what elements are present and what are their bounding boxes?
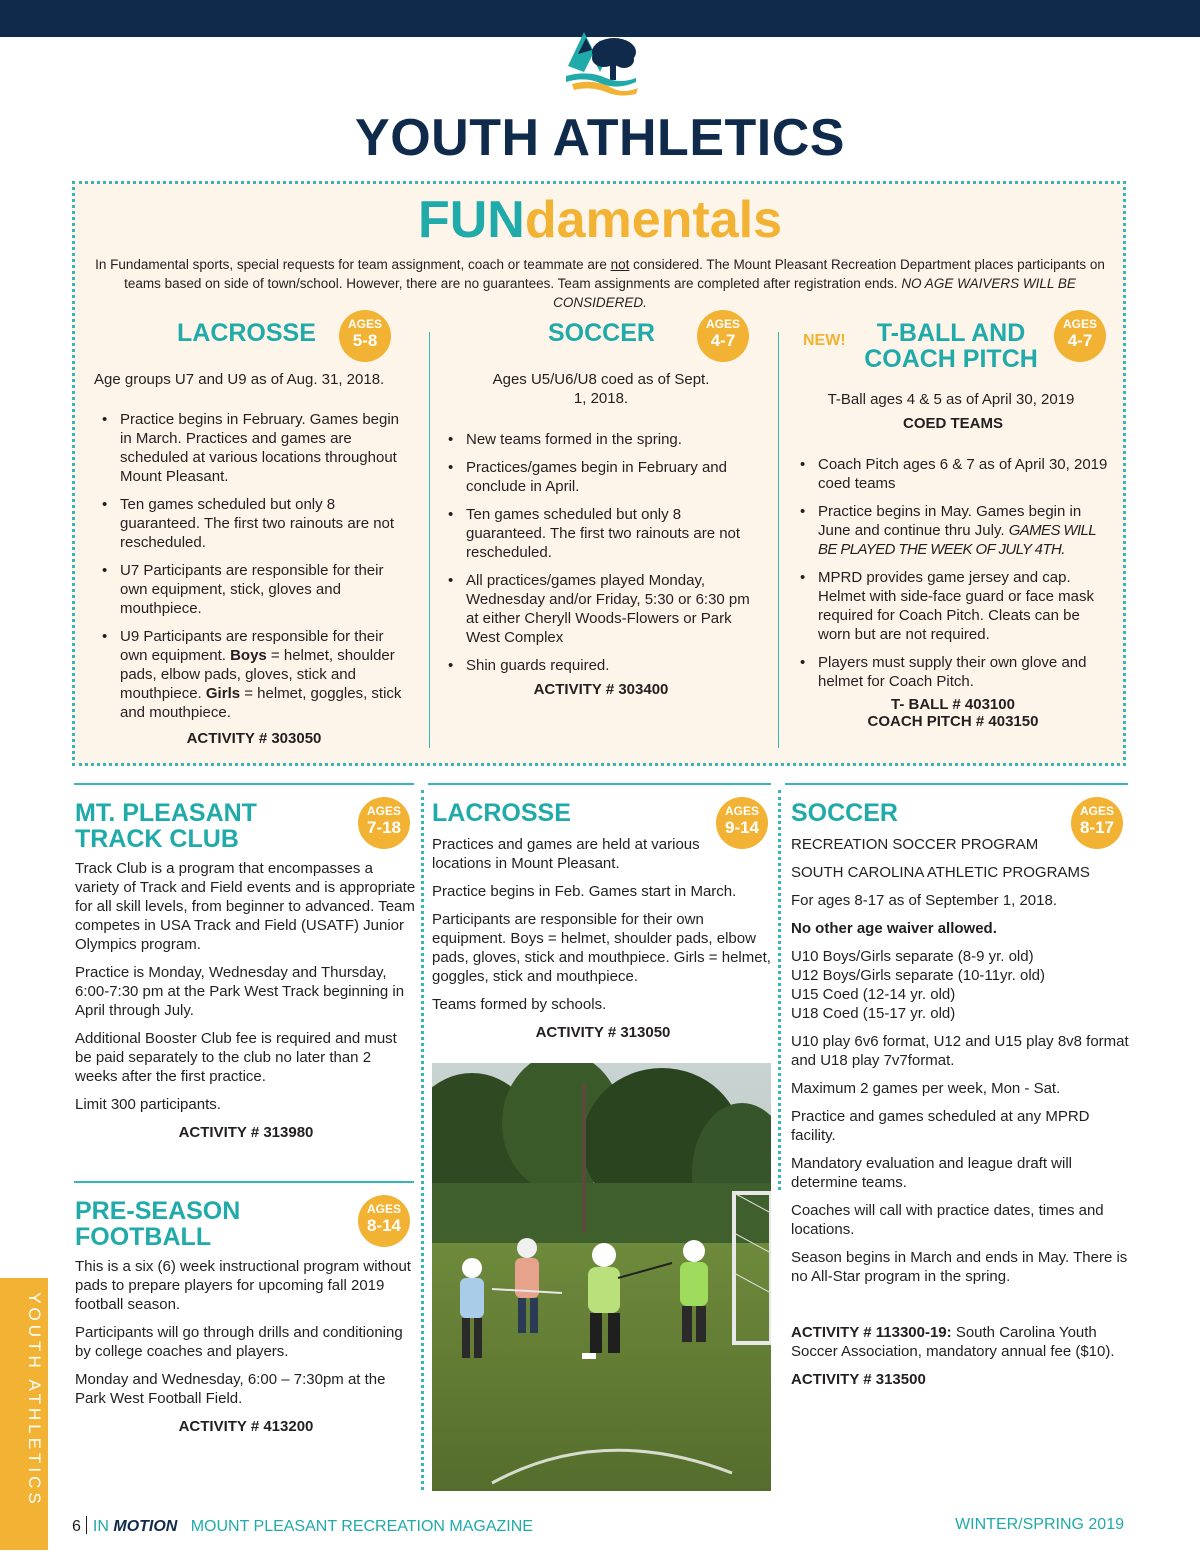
- tball-body: [792, 390, 1114, 739]
- age-groups: U10 Boys/Girls separate (8-9 yr. old) U12 Boys/Girls separate (10-11yr. old) U15 Coed (12-14 yr. old) U18 Coed (15-17 yr. old): [791, 948, 1045, 1022]
- track-club-title: MT. PLEASANT TRACK CLUB: [75, 799, 257, 853]
- lacrosse-youth-title: LACROSSE: [432, 799, 571, 827]
- paragraph: Limit 300 participants.: [75, 1096, 221, 1113]
- ages-badge: AGES 4-7: [697, 310, 749, 362]
- activity-number: ACTIVITY # 313980: [178, 1124, 314, 1141]
- ages-badge: AGES 7-18: [358, 797, 410, 849]
- paragraph: Additional Booster Club fee is required and must be paid separately to the club no later than 2 weeks after the first practice.: [75, 1030, 397, 1085]
- activity-number: ACTIVITY # 313500: [791, 1371, 926, 1388]
- program-name: RECREATION SOCCER PROGRAM: [791, 836, 1039, 853]
- waiver-note: No other age waiver allowed.: [791, 920, 997, 937]
- section-rule: [74, 1181, 414, 1183]
- page-number: 6: [72, 1518, 81, 1535]
- ages-badge: AGES 9-14: [716, 797, 768, 849]
- paragraph: Monday and Wednesday, 6:00 – 7:30pm at the Park West Football Field.: [75, 1371, 386, 1407]
- paragraph: Coaches will call with practice dates, times and locations.: [791, 1202, 1104, 1238]
- side-tab-label: YOUTH ATHLETICS: [25, 1292, 44, 1508]
- activity-number: ACTIVITY # 303400: [533, 681, 669, 698]
- ages-badge: AGES 5-8: [339, 310, 391, 362]
- football-body: [75, 1257, 417, 1445]
- paragraph: U10 play 6v6 format, U12 and U15 play 8v8 format and U18 play 7v7format.: [791, 1033, 1129, 1069]
- track-club-body: [75, 859, 417, 1151]
- footer-season: WINTER/SPRING 2019: [955, 1516, 1124, 1533]
- section-rule: [74, 783, 414, 785]
- column-divider: [778, 790, 781, 1190]
- section-rule: [785, 783, 1128, 785]
- paragraph: For ages 8-17 as of September 1, 2018.: [791, 892, 1057, 909]
- mprd-logo-icon: [558, 14, 642, 98]
- list-item: • Coach Pitch ages 6 & 7 as of April 30, 2019 coed teams: [792, 455, 1114, 493]
- list-item: • Shin guards required.: [440, 656, 762, 675]
- list-item: • Practice begins in February. Games begin in March. Practices and games are scheduled at various locations throughout Mount Pleasant.: [94, 410, 404, 486]
- magazine-name: MOUNT PLEASANT RECREATION MAGAZINE: [190, 1518, 533, 1535]
- list-item: • All practices/games played Monday, Wednesday and/or Friday, 5:30 or 6:30 pm at either Cheryll Woods-Flowers or Park West Complex: [440, 571, 762, 647]
- lacrosse-game-photo: [432, 1063, 771, 1491]
- paragraph: This is a six (6) week instructional program without pads to prepare players for upcoming fall 2019 football season.: [75, 1258, 411, 1313]
- paragraph: Participants will go through drills and conditioning by college coaches and players.: [75, 1324, 403, 1360]
- column-divider: [429, 332, 430, 748]
- list-item: • Practice begins in May. Games begin in June and continue thru July. GAMES WILL BE PLAYED THE WEEK OF JULY 4TH.: [792, 502, 1114, 559]
- activity-number: T- BALL # 403100 COACH PITCH # 403150: [867, 696, 1039, 730]
- paragraph: Season begins in March and ends in May. There is no All-Star program in the spring.: [791, 1249, 1128, 1285]
- paragraph: Practice is Monday, Wednesday and Thursday, 6:00-7:30 pm at the Park West Track beginning in April through July.: [75, 964, 405, 1019]
- list-item: • U7 Participants are responsible for their own equipment, stick, gloves and mouthpiece.: [94, 561, 404, 618]
- ages-badge: AGES 4-7: [1054, 310, 1106, 362]
- ages-badge: AGES 8-17: [1071, 797, 1123, 849]
- program-name: SOUTH CAROLINA ATHLETIC PROGRAMS: [791, 864, 1090, 881]
- soccer-youth-body: [791, 835, 1136, 1398]
- age-note: Age groups U7 and U9 as of Aug. 31, 2018.: [94, 371, 385, 388]
- section-rule: [428, 783, 771, 785]
- coed-note: COED TEAMS: [902, 415, 1003, 432]
- list-item: • Practices/games begin in February and conclude in April.: [440, 458, 762, 496]
- new-label: NEW!: [803, 332, 846, 349]
- paragraph: Practices and games are held at various locations in Mount Pleasant.: [432, 836, 700, 872]
- page-title: YOUTH ATHLETICS: [355, 109, 845, 167]
- column-divider: [421, 790, 424, 1490]
- list-item: • U9 Participants are responsible for their own equipment. Boys = helmet, shoulder pads, elbow pads, gloves, stick and mouthpiece. Girls = helmet, goggles, stick and mouthpiece.: [94, 627, 404, 722]
- paragraph: Mandatory evaluation and league draft will determine teams.: [791, 1155, 1073, 1191]
- list-item: • New teams formed in the spring.: [440, 430, 762, 449]
- soccer-youth-title: SOCCER: [791, 799, 898, 827]
- activity-number: ACTIVITY # 313050: [535, 1024, 671, 1041]
- footer-left: 6 IN MOTION MOUNT PLEASANT RECREATION MAGAZINE: [72, 1518, 533, 1535]
- tball-title: T-BALL AND COACH PITCH: [864, 319, 1038, 373]
- list-item: • MPRD provides game jersey and cap. Helmet with side-face guard or face mask required for Coach Pitch. Cleats can be worn but are not required.: [792, 568, 1114, 644]
- paragraph: Practice begins in Feb. Games start in March.: [432, 883, 737, 900]
- fundamentals-title: FUNdamentals: [417, 191, 783, 249]
- list-item: • Ten games scheduled but only 8 guaranteed. The first two rainouts are not rescheduled.: [440, 505, 762, 562]
- list-item: • Ten games scheduled but only 8 guaranteed. The first two rainouts are not rescheduled.: [94, 495, 404, 552]
- soccer-fund-title: SOCCER: [548, 319, 655, 347]
- paragraph: Maximum 2 games per week, Mon - Sat.: [791, 1080, 1061, 1097]
- list-item: • Players must supply their own glove and helmet for Coach Pitch.: [792, 653, 1114, 691]
- activity-fee-note: ACTIVITY # 113300-19: South Carolina Youth Soccer Association, mandatory annual fee ($10).: [791, 1324, 1115, 1360]
- lacrosse-fund-title: LACROSSE: [177, 319, 316, 347]
- paragraph: Practice and games scheduled at any MPRD facility.: [791, 1108, 1090, 1144]
- paragraph: Teams formed by schools.: [432, 996, 607, 1013]
- football-title: PRE-SEASON FOOTBALL: [75, 1197, 241, 1251]
- paragraph: Track Club is a program that encompasses a variety of Track and Field events and is appropriate for all skill levels, from beginner to advanced. Team competes in USA Track and Field (USATF) Junior Olympics program.: [75, 860, 416, 953]
- age-note: T-Ball ages 4 & 5 as of April 30, 2019: [827, 391, 1075, 408]
- soccer-fund-body: [440, 370, 762, 708]
- lacrosse-fund-body: [94, 370, 404, 757]
- activity-number: ACTIVITY # 303050: [186, 730, 322, 747]
- activity-number: ACTIVITY # 413200: [178, 1418, 314, 1435]
- age-note: Ages U5/U6/U8 coed as of Sept. 1, 2018.: [492, 371, 710, 407]
- fundamentals-intro: In Fundamental sports, special requests for team assignment, coach or teammate are not considered. The Mount Pleasant Recreation Department places participants on teams based on side of town/school. However, there are no guarantees. Team assignments are completed after registration ends. NO AGE WAIVERS WILL BE CONSIDERED.: [95, 257, 1105, 310]
- ages-badge: AGES 8-14: [358, 1195, 410, 1247]
- column-divider: [778, 332, 779, 748]
- paragraph: Participants are responsible for their own equipment. Boys = helmet, shoulder pads, elbow pads, gloves, stick and mouthpiece. Girls = helmet, goggles, stick and mouthpiece.: [432, 911, 771, 985]
- lacrosse-youth-body: [432, 835, 774, 1051]
